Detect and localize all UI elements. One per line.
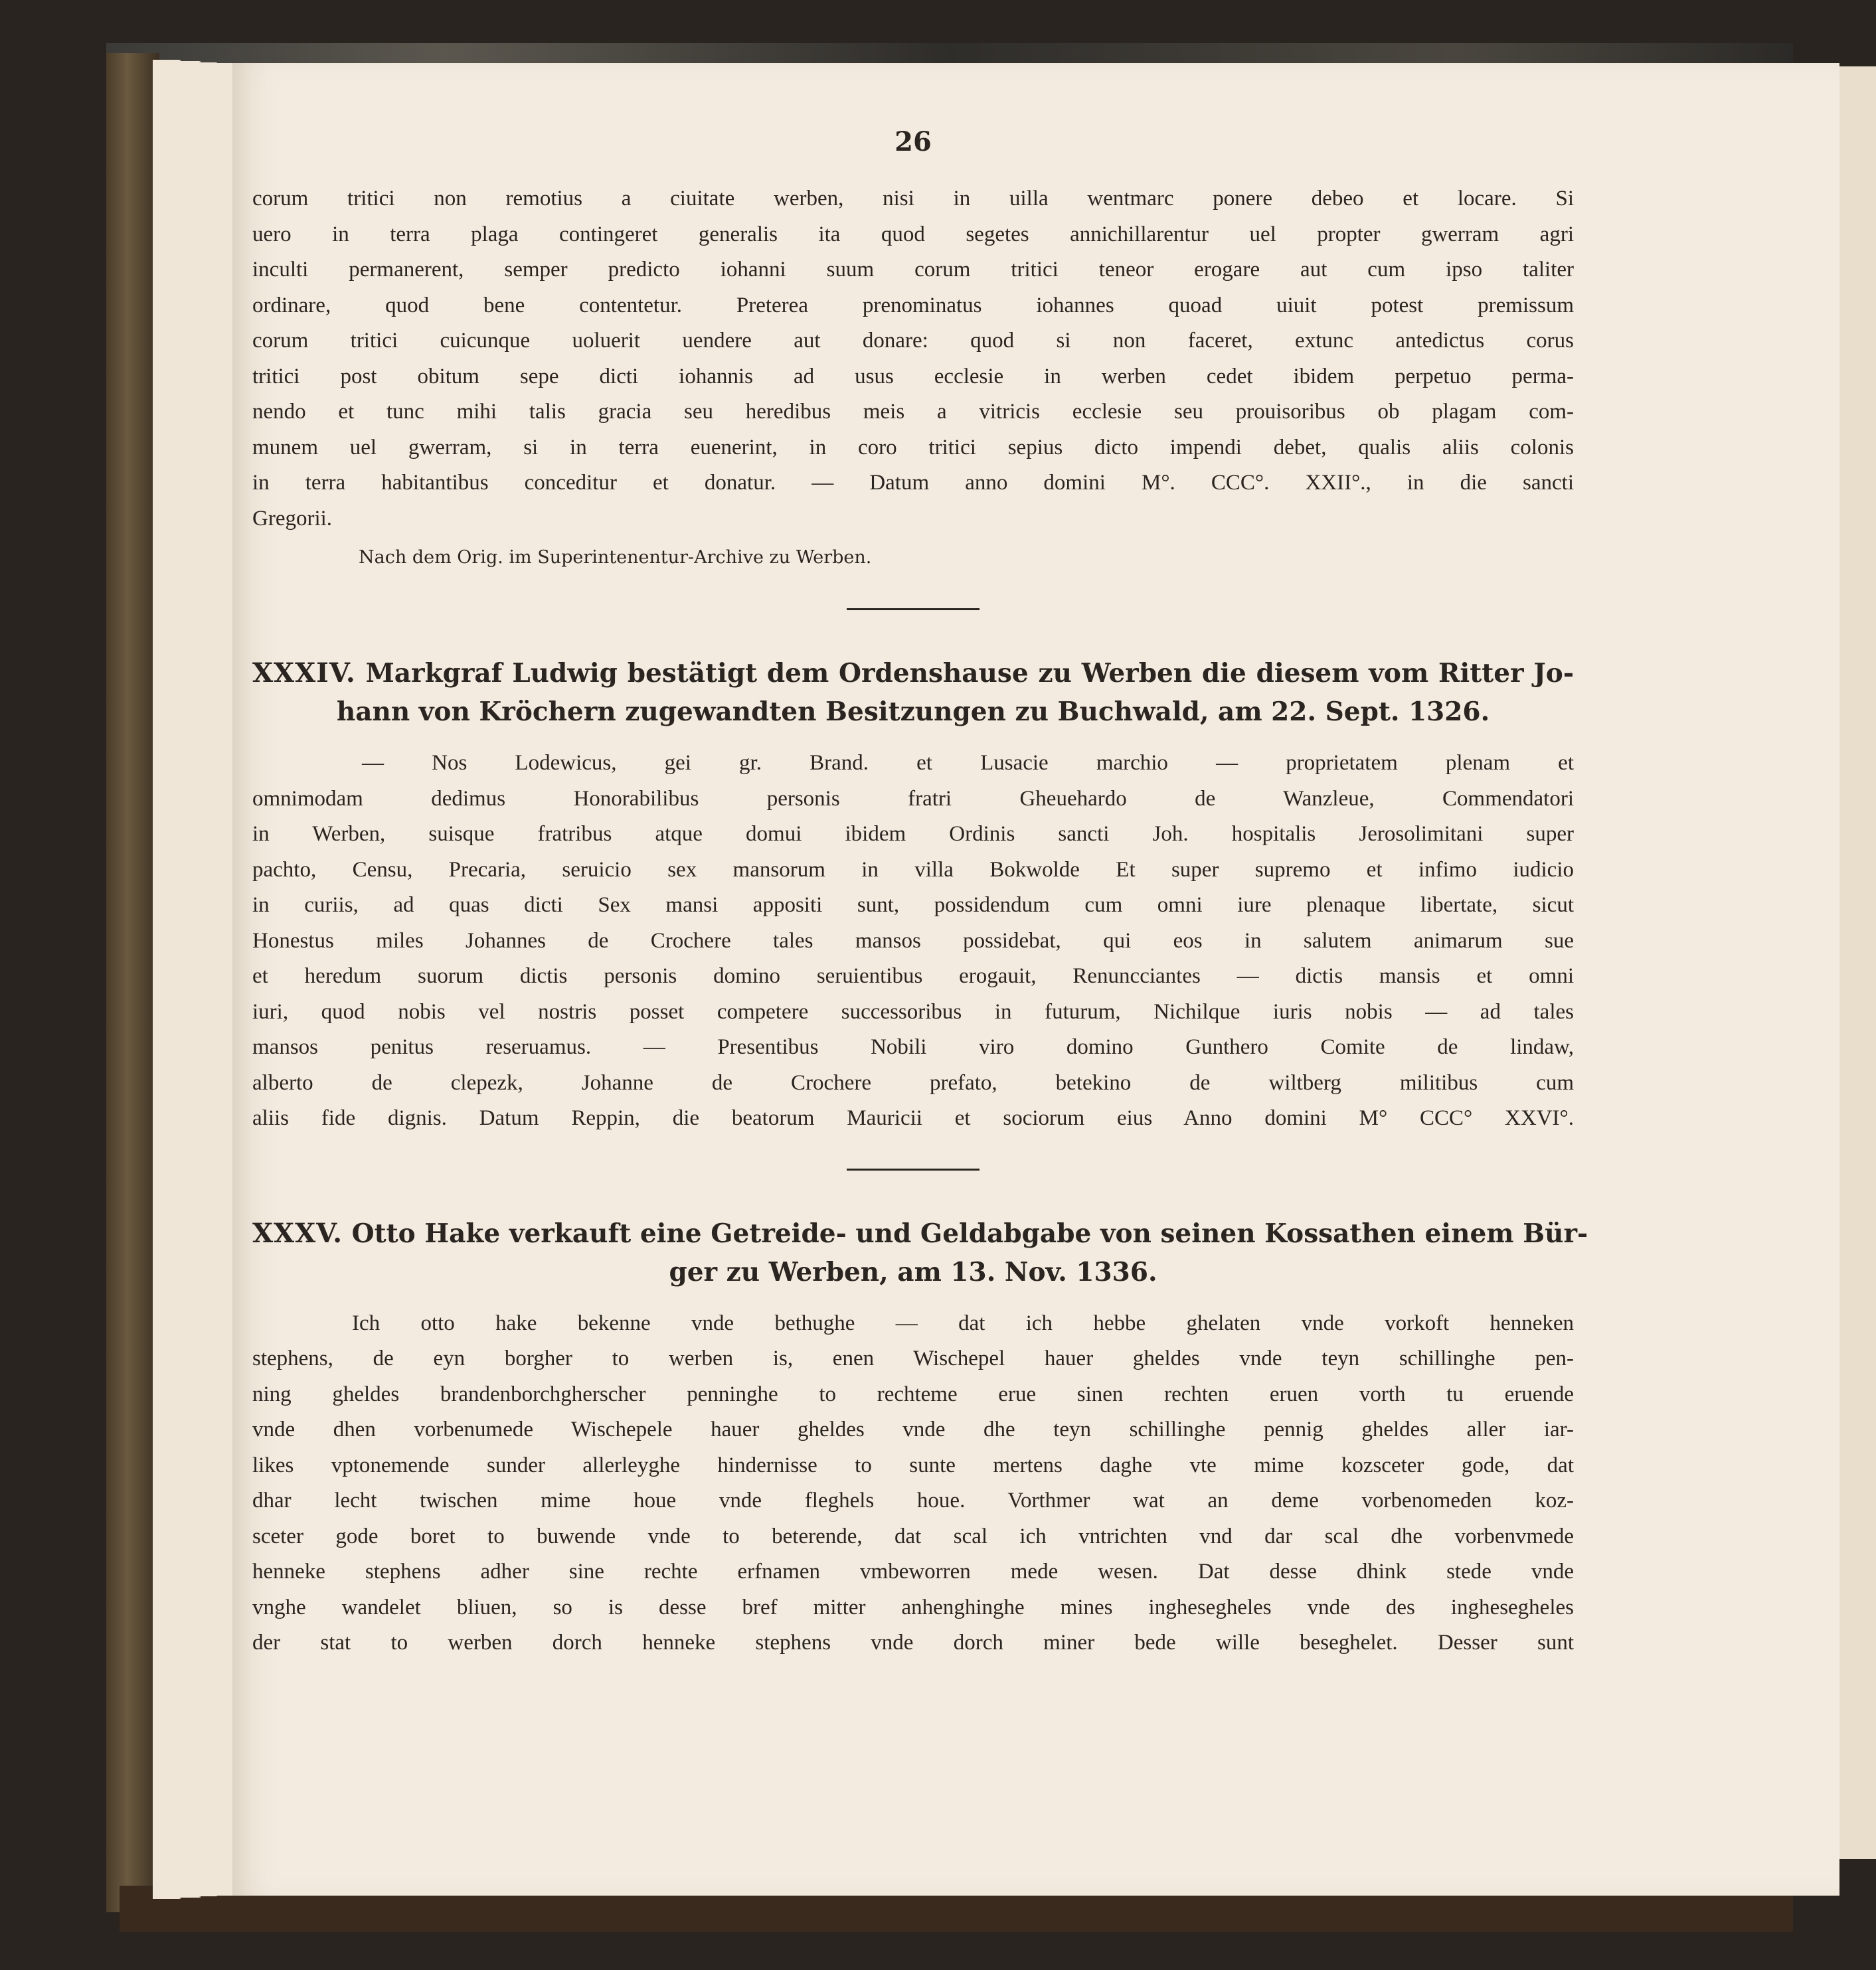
text-line: Honestus miles Johannes de Crochere tales mansos possidebat, qui eos in salutem animarum sue — [252, 928, 1574, 953]
charter-34-text — [252, 746, 1574, 1137]
text-line: alberto de clepezk, Johanne de Crochere prefato, betekino de wiltberg militibus cum — [252, 1070, 1574, 1095]
page-content — [252, 126, 1588, 1661]
text-line: iuri, quod nobis vel nostris posset competere successoribus in futurum, Nichilque iuris nobis — ad tales — [252, 999, 1574, 1024]
text-line: inculti permanerent, semper predicto iohanni suum corum tritici teneor erogare aut cum ipso taliter — [252, 258, 1574, 282]
text-line: in terra habitantibus conceditur et donatur. — Datum anno domini M°. CCC°. XXII°., in die sancti — [252, 471, 1574, 495]
adjacent-page-edge — [1836, 66, 1876, 1859]
charter-continuation — [252, 181, 1574, 576]
charter-35-text — [252, 1306, 1574, 1661]
text-line: stephens, de eyn borgher to werben is, enen Wischepel hauer gheldes vnde teyn schillinghe pen- — [252, 1347, 1574, 1370]
text-line: Ich otto hake bekenne vnde bethughe — dat ich hebbe ghelaten vnde vorkoft henneken — [352, 1311, 1574, 1335]
section-title-line: Markgraf Ludwig bestätigt dem Ordenshause zu Werben die diesem vom Ritter Jo- — [365, 658, 1575, 689]
section-divider — [847, 1169, 980, 1171]
text-line: likes vptonemende sunder allerleyghe hindernisse to sunte mertens daghe vte mime kozsceter gode, dat — [252, 1453, 1574, 1477]
text-line: pachto, Censu, Precaria, seruicio sex mansorum in villa Bokwolde Et super supremo et infimo iudicio — [252, 857, 1574, 882]
section-title-line: Otto Hake verkauft eine Getreide- und Geldabgabe von seinen Kossathen einem Bür- — [351, 1218, 1588, 1249]
text-line: munem uel gwerram, si in terra euenerint, in coro tritici sepius dicto impendi debet, qualis aliis colonis — [252, 435, 1574, 459]
text-line: dhar lecht twischen mime houe vnde fleghels houe. Vorthmer wat an deme vorbenomeden koz- — [252, 1489, 1574, 1513]
text-line: omnimodam dedimus Honorabilibus personis fratri Gheuehardo de Wanzleue, Commendatori — [252, 786, 1574, 811]
text-line: mansos penitus reseruamus. — Presentibus Nobili viro domino Gunthero Comite de lindaw, — [252, 1035, 1574, 1059]
page-number: 26 — [895, 126, 932, 157]
text-line: ning gheldes brandenborchgherscher penninghe to rechteme erue sinen rechten eruen vorth tu eruende — [252, 1382, 1574, 1406]
text-line: — Nos Lodewicus, gei gr. Brand. et Lusacie marchio — proprietatem plenam et — [362, 751, 1574, 775]
source-note: Nach dem Orig. im Superintenentur-Archive zu Werben. — [359, 547, 872, 568]
section-number: XXXIV. — [252, 657, 356, 689]
text-line: tritici post obitum sepe dicti iohannis ad usus ecclesie in werben cedet ibidem perpetuo perma- — [252, 364, 1574, 388]
text-line: ordinare, quod bene contentetur. Preterea prenominatus iohannes quoad uiuit potest premissum — [252, 293, 1574, 317]
text-line: sceter gode boret to buwende vnde to beterende, dat scal ich vntrichten vnd dar scal dhe vorbenvmede — [252, 1524, 1574, 1548]
text-line: vnghe wandelet bliuen, so is desse bref mitter anhenghinghe mines inghesegheles vnde des inghesegheles — [252, 1595, 1574, 1619]
text-line: uero in terra plaga contingeret generalis ita quod segetes annichillarentur uel propter gwerram agri — [252, 222, 1574, 246]
text-line: corum tritici non remotius a ciuitate werben, nisi in uilla wentmarc ponere debeo et locare. Si — [252, 187, 1574, 210]
text-line: henneke stephens adher sine rechte erfnamen vmbeworren mede wesen. Dat desse dhink stede vnde — [252, 1560, 1574, 1584]
text-line: nendo et tunc mihi talis gracia seu heredibus meis a vitricis ecclesie seu prouisoribus ob plagam com- — [252, 400, 1574, 424]
text-line: aliis fide dignis. Datum Reppin, die beatorum Mauricii et sociorum eius Anno domini M° CCC° XXVI°. — [252, 1106, 1574, 1130]
text-line: der stat to werben dorch henneke stephens vnde dorch miner bede wille beseghelet. Desser sunt — [252, 1631, 1574, 1655]
section-divider — [847, 608, 980, 610]
text-line: in curiis, ad quas dicti Sex mansi appositi sunt, possidendum cum omni iure plenaque libertate, sicut — [252, 893, 1574, 917]
text-line: in Werben, suisque fratribus atque domui ibidem Ordinis sancti Joh. hospitalis Jerosolimitani super — [252, 822, 1574, 846]
text-line: Gregorii. — [252, 506, 333, 531]
book-spine-left — [106, 53, 159, 1912]
section-heading-35 — [252, 1214, 1588, 1291]
section-title-line: hann von Kröchern zugewandten Besitzungen zu Buchwald, am 22. Sept. 1326. — [336, 697, 1490, 727]
section-heading-34 — [252, 654, 1574, 731]
section-number: XXXV. — [252, 1217, 343, 1249]
text-line: et heredum suorum dictis personis domino seruientibus erogauit, Renuncciantes — dictis mansis et omni — [252, 964, 1574, 988]
section-title-line: ger zu Werben, am 13. Nov. 1336. — [669, 1256, 1157, 1287]
text-line: corum tritici cuicunque uoluerit uendere aut donare: quod si non faceret, extunc antedictus corus — [252, 329, 1574, 353]
text-line: vnde dhen vorbenumede Wischepele hauer gheldes vnde dhe teyn schillinghe pennig gheldes aller iar- — [252, 1418, 1574, 1441]
